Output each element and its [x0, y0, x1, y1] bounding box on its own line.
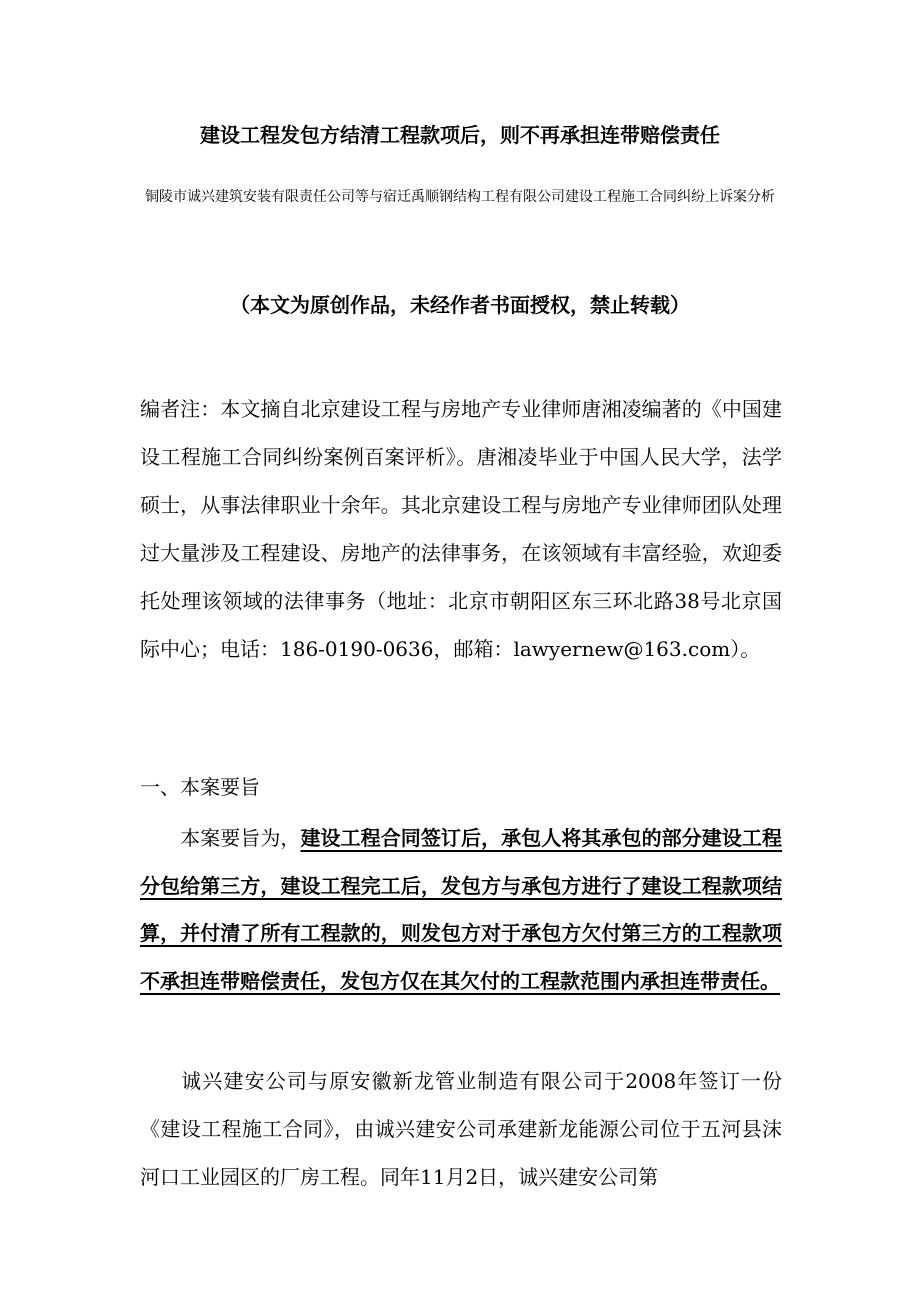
copyright-notice: （本文为原创作品，未经作者书面授权，禁止转载）: [230, 293, 690, 317]
case-summary-paragraph: [140, 815, 782, 1005]
summary-highlight: 建设工程合同签订后，承包人将其承包的部分建设工程分包给第三方，建设工程完工后，发包方与承包方进行了建设工程款项结算，并付清了所有工程款的，则发包方对于承包方欠付第三方的工程款项不承担连带赔偿责任，发包方仅在其欠付的工程款范围内承担连带责任。: [140, 826, 783, 993]
summary-lead: 本案要旨为，: [180, 826, 301, 850]
document-title: 建设工程发包方结清工程款项后，则不再承担连带赔偿责任: [200, 123, 720, 147]
editor-note: 编者注：本文摘自北京建设工程与房地产专业律师唐湘凌编著的《中国建设工程施工合同纠纷案例百案评析》。唐湘凌毕业于中国人民大学，法学硕士，从事法律职业十余年。其北京建设工程与房地产专业律师团队处理过大量涉及工程建设、房地产的法律事务，在该领域有丰富经验，欢迎委托处理该领域的法律事务（地址：北京市朝阳区东三环北路38号北京国际中心；电话：186-0190-0636，邮箱：lawyernew@163.com）。: [140, 397, 782, 661]
section-heading: 一、本案要旨: [140, 775, 260, 799]
facts-text: 诚兴建安公司与原安徽新龙管业制造有限公司于2008年签订一份《建设工程施工合同》，由诚兴建安公司承建新龙能源公司位于五河县沫河口工业园区的厂房工程。同年11月2日，诚兴建安公司第: [140, 1069, 782, 1189]
case-facts-paragraph: [140, 1057, 782, 1201]
document-subtitle: 铜陵市诚兴建筑安装有限责任公司等与宿迁禹顺钢结构工程有限公司建设工程施工合同纠纷上诉案分析: [145, 189, 775, 205]
